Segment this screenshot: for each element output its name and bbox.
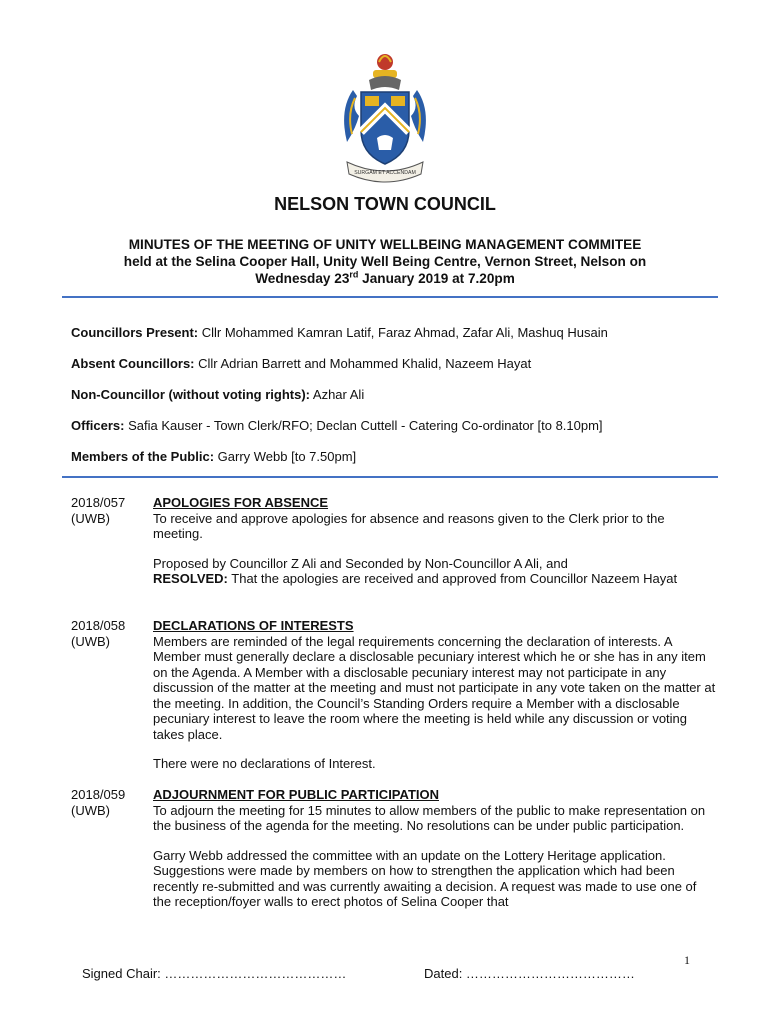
item-paragraph: To receive and approve apologies for absence and reasons given to the Clerk prior to the meeting. [153, 510, 665, 541]
header-divider [62, 296, 718, 298]
item-body-059 [153, 787, 718, 924]
attendance-councillors-present: Councillors Present: Cllr Mohammed Kamran Latif, Faraz Ahmad, Zafar Ali, Mashuq Husain [71, 325, 608, 340]
attendance-divider [62, 476, 718, 478]
item-ref-058: 2018/058 (UWB) [71, 618, 126, 649]
page-number: 1 [684, 953, 690, 967]
subtitle-line-1: MINUTES OF THE MEETING OF UNITY WELLBEING MANAGEMENT COMMITEE [128, 237, 642, 252]
council-crest-logo [335, 50, 435, 190]
attendance-officers: Officers: Safia Kauser - Town Clerk/RFO; Declan Cuttell - Catering Co-ordinator [to 8.10pm] [71, 418, 603, 433]
item-body-057 [153, 495, 718, 601]
item-ref-059: 2018/059 (UWB) [71, 787, 126, 818]
meeting-date: Wednesday 23rd January 2019 at 7.20pm [255, 269, 515, 286]
signed-chair-line: Signed Chair: …………………………………… [82, 966, 347, 981]
subtitle-line-2: held at the Selina Cooper Hall, Unity Well Being Centre, Vernon Street, Nelson on [123, 254, 647, 269]
meeting-subtitle [60, 236, 710, 287]
item-paragraph: Garry Webb addressed the committee with an update on the Lottery Heritage application. Suggestions were made by members on how to strengthen the application which had been recently re-submitted and was currently awaiting a decision. A request was made to use one of the reception/foyer walls to erect photos of Selina Cooper that [153, 847, 697, 909]
item-paragraph: Members are reminded of the legal requirements concerning the declaration of interests. A Member must generally declare a disclosable pecuniary interest which he or she has in any item on the Agenda. A Member with a disclosable pecuniary interest may not participate in any discussion of the matter at the meeting and must not participate in any vote taken on the matter at the meeting. In addition, the Council’s Standing Orders require a Member with a disclosable pecuniary interest to leave the room where the meeting is held while any discussion or voting takes place. [153, 633, 716, 742]
item-heading-declarations: DECLARATIONS OF INTERESTS [153, 618, 354, 633]
item-heading-apologies: APOLOGIES FOR ABSENCE [153, 495, 329, 510]
attendance-members-of-public: Members of the Public: Garry Webb [to 7.50pm] [71, 449, 357, 464]
dated-line: Dated: ………………………………… [424, 966, 635, 981]
attendance-absent-councillors: Absent Councillors: Cllr Adrian Barrett and Mohammed Khalid, Nazeem Hayat [71, 356, 532, 371]
item-heading-adjournment: ADJOURNMENT FOR PUBLIC PARTICIPATION [153, 787, 439, 802]
item-paragraph: There were no declarations of Interest. [153, 756, 376, 771]
council-name-title: NELSON TOWN COUNCIL [274, 194, 496, 214]
attendance-non-councillor: Non-Councillor (without voting rights): Azhar Ali [71, 387, 365, 402]
item-resolution: Proposed by Councillor Z Ali and Seconded by Non-Councillor A Ali, and RESOLVED: That the apologies are received and approved from Councillor Nazeem Hayat [153, 555, 678, 586]
crest-motto: SURGAM ET ACCENDAM [354, 170, 416, 176]
item-body-058 [153, 618, 718, 786]
item-ref-057: 2018/057 (UWB) [71, 495, 126, 526]
item-paragraph: To adjourn the meeting for 15 minutes to allow members of the public to make representation on the business of the agenda for the meeting. No resolutions can be under public participation. [153, 802, 706, 833]
